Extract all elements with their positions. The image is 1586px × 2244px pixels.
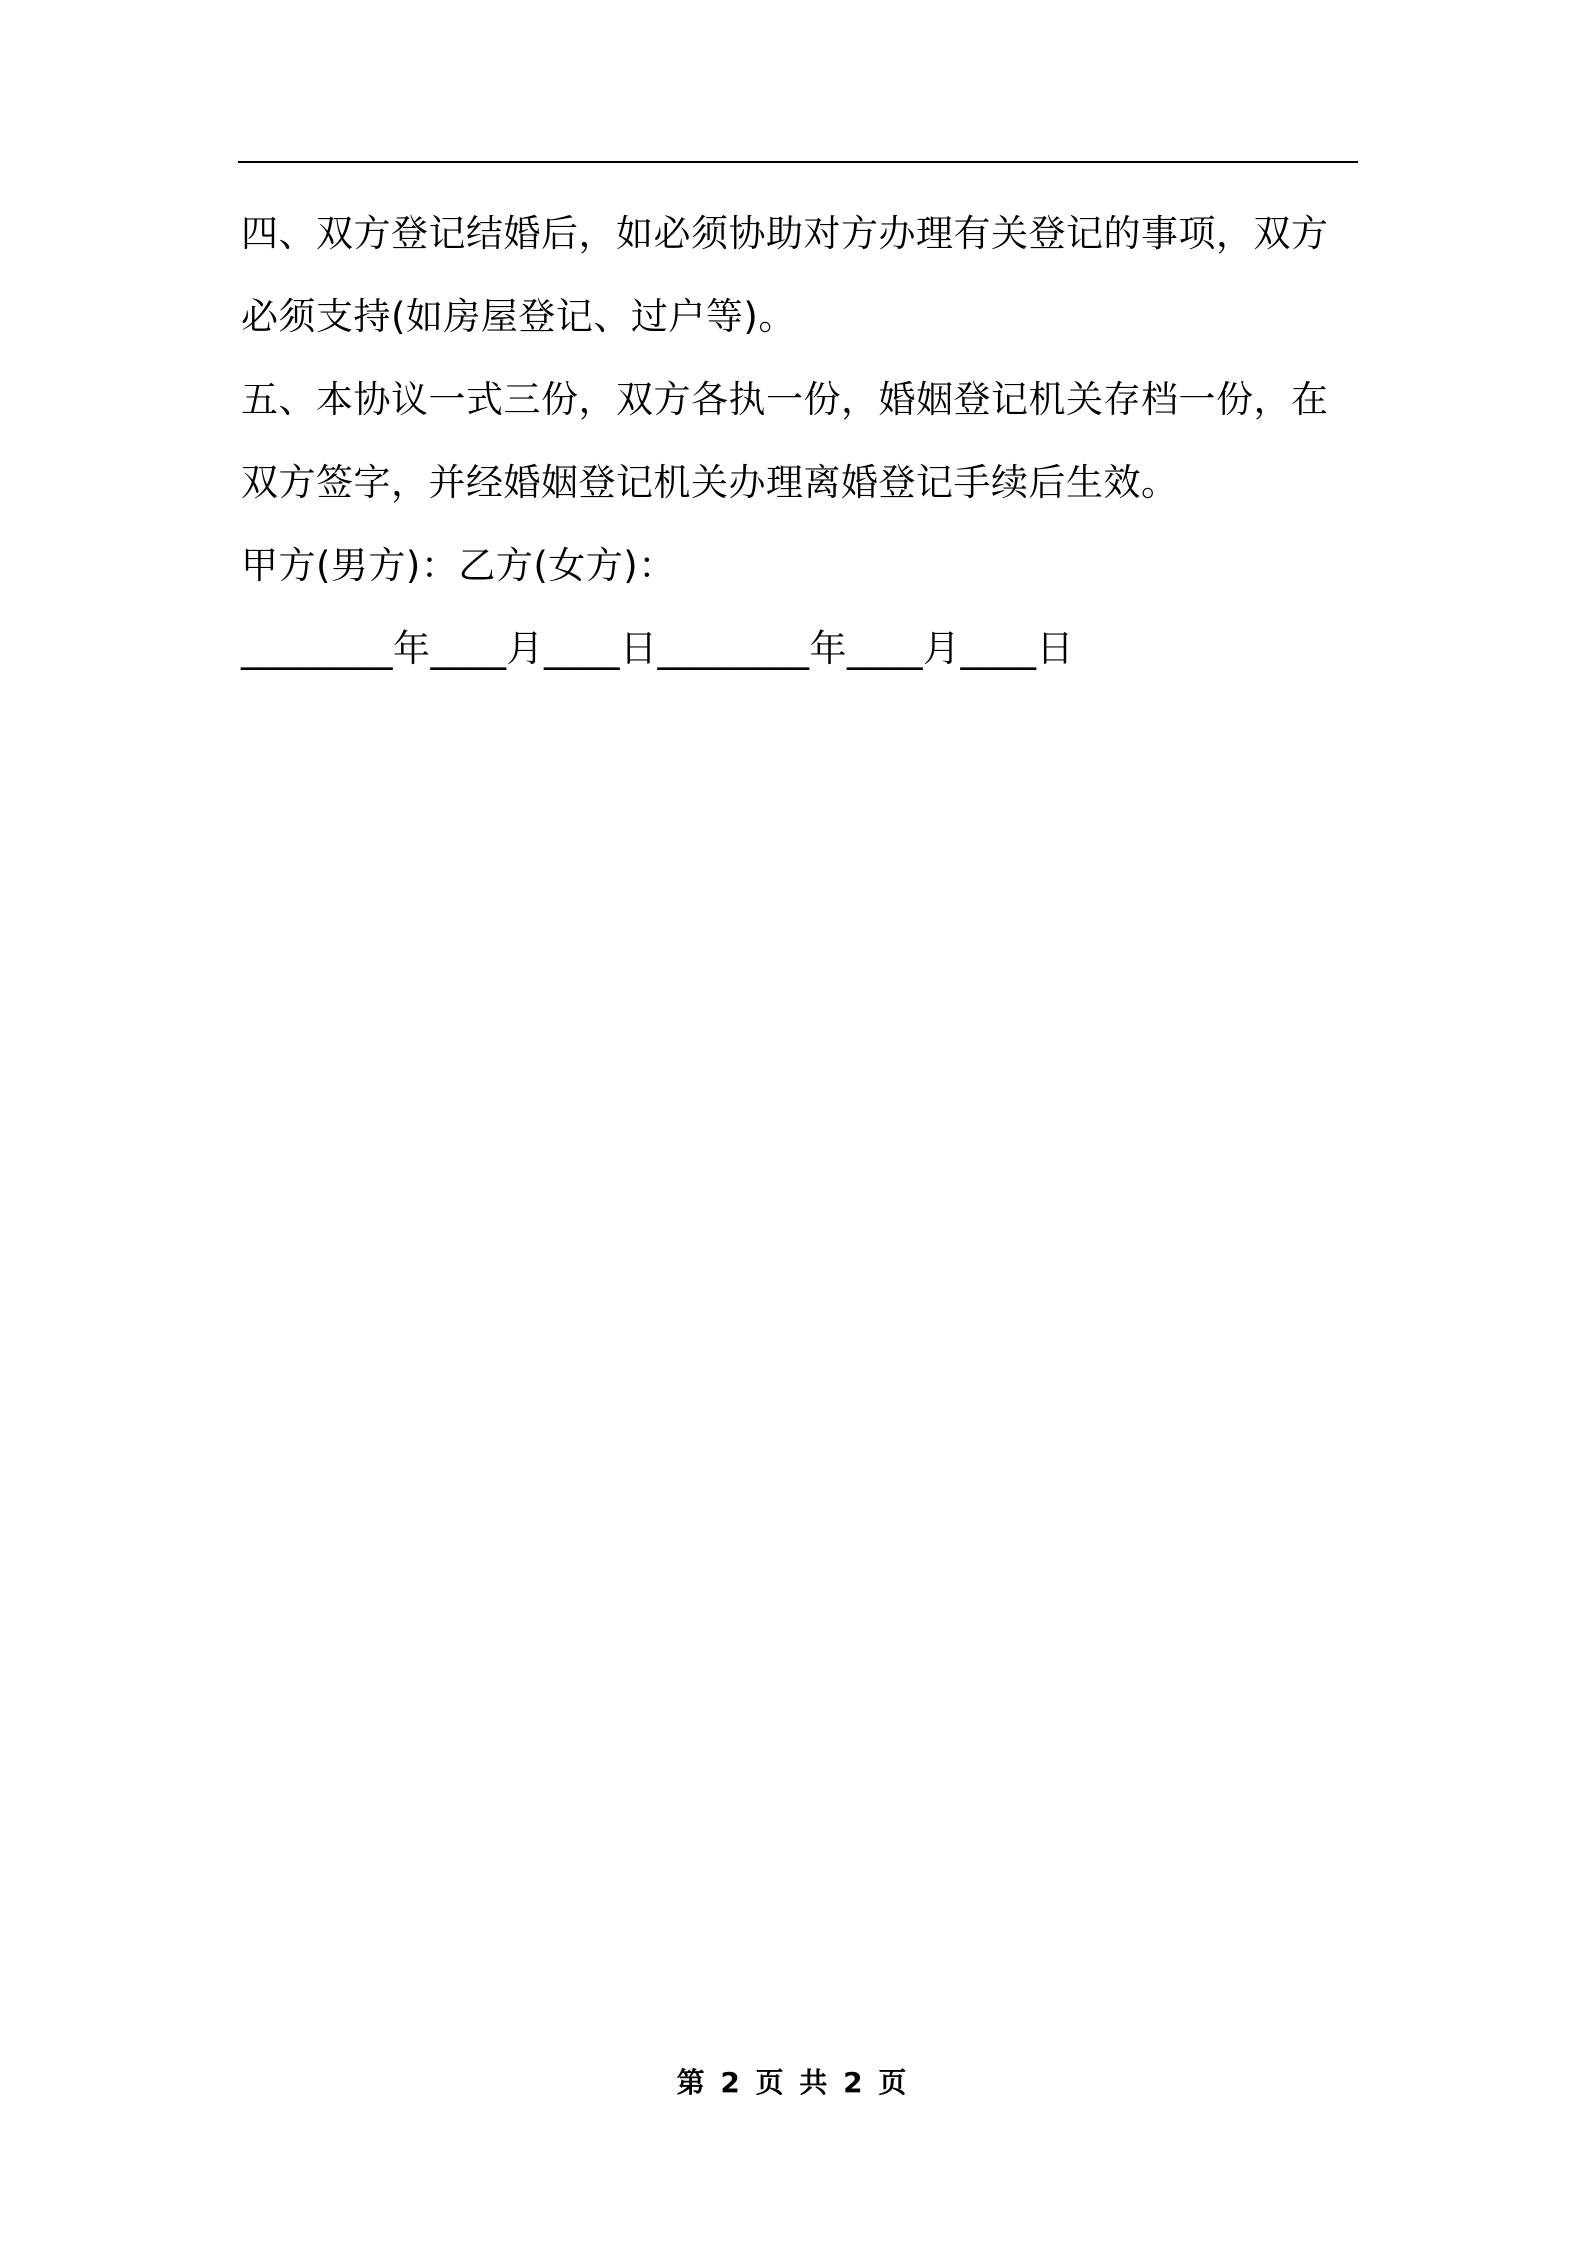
signature-parties: 甲方(男方)：乙方(女方)： — [241, 544, 676, 587]
signature-dates: ________年____月____日________年____月____日 — [241, 627, 1074, 670]
clause-five: 五、本协议一式三份，双方各执一份，婚姻登记机关存档一份，在双方签字，并经婚姻登记机关办理离婚登记手续后生效。 — [241, 378, 1329, 504]
clause-four: 四、双方登记结婚后，如必须协助对方办理有关登记的事项，双方必须支持(如房屋登记、过户等)。 — [241, 212, 1329, 338]
page-number-footer: 第 2 页 共 2 页 — [676, 2066, 910, 2099]
header-rule — [238, 161, 1358, 163]
document-body — [241, 192, 1361, 690]
